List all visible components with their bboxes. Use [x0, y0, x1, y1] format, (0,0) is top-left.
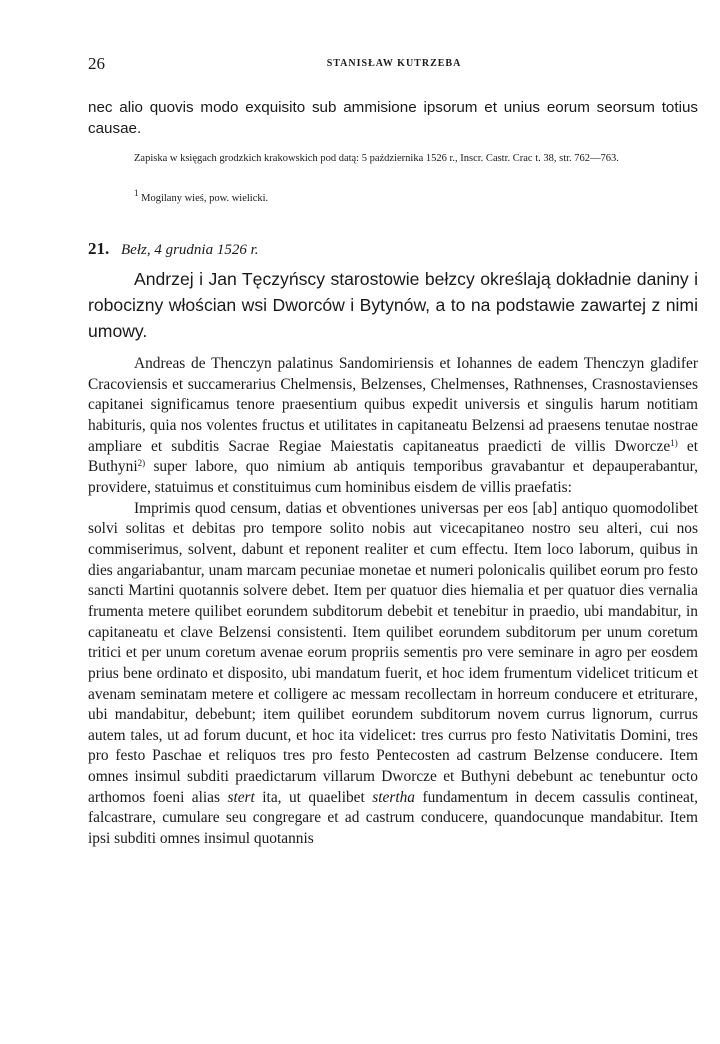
body-paragraph-2-part-2: ita, ut quaelibet	[254, 788, 373, 806]
term-stert: stert	[227, 788, 255, 806]
continuation-text	[88, 97, 698, 139]
footnote-marker: 1	[134, 188, 139, 198]
term-stertha: stertha	[372, 788, 415, 806]
document-heading	[88, 239, 698, 259]
running-head: STANISŁAW KUTRZEBA	[326, 58, 462, 69]
footnote-text: Mogilany wieś, pow. wielicki.	[138, 193, 269, 204]
footnote	[88, 190, 698, 208]
document-body	[88, 354, 698, 850]
body-paragraph-2-part-1: Imprimis quod censum, datias et obventiones universas per eos [ab] antiquo quomodolibet solvi solitas et debitas pro tempore solito nobis aut vicecapitaneo nostro seu alteri, cui nos commiserimus, solvent, dabunt et reponent realiter et cum effectu. Item loco laborum, quibus in dies angariabantur, unam marcam pecuniae monetae et numeri polonicalis quilibet eorum pro festo sancti Martini quotannis solvere debet. Item per quatuor dies hiemalia et per quatuor dies vernalia frumenta metere quilibet eorundem subditorum debebit et tenebitur in praedio, ubi mandabitur, in capitaneatu et clave Belzensi consistenti. Item quilibet eorundem subditorum per unum coretum tritici et per unum coretum avenae eorum propriis sementis pro vere seminare in agro per eosdem prius bene ordinato et disposito, ubi mandatum fuerit, et hoc idem frumentum videlicet triticum et avenam seminatam metere et colligere ac messam recollectam in horreum conducere et etriturare, ubi mandabitur, debebunt; item quilibet eorundem subditorum novem currus lignorum, currus autem tales, ut ad forum ducunt, et hoc ita videlicet: tres currus pro festo Nativitatis Domini, tres pro festo Paschae et reliquos tres pro festo Pentecosten ad castrum Belzense conducere. Item omnes insimul subditi praedictarum villarum Dworcze et Buthyni debebunt ac tenebuntur octo arthomos foeni alias	[88, 499, 698, 806]
page-number: 26	[88, 54, 105, 73]
body-paragraph-1	[88, 354, 698, 499]
document-summary: Andrzej i Jan Tęczyńscy starostowie bełzcy określają dokładnie daniny i robocizny włościan wsi Dworców i Bytynów, a to na podstawie zawartej z nimi umowy.	[88, 269, 698, 341]
body-paragraph-2	[88, 499, 698, 850]
footnote-ref-2: 2)	[137, 458, 146, 469]
body-paragraph-1-part-2: et Buthyni	[88, 437, 698, 476]
body-paragraph-1-part-3: super labore, quo nimium ab antiquis temporibus gravabantur et depauperabantur, providere, statuimus et constituimus cum hominibus eisdem de villis praefatis:	[88, 458, 698, 496]
source-note: Zapiska w księgach grodzkich krakowskich pod datą: 5 października 1526 r., Inscr. Castr. Crac t. 38, str. 762—763.	[134, 153, 619, 164]
body-paragraph-1-part-1: Andreas de Thenczyn palatinus Sandomiriensis et Iohannes de eadem Thenczyn gladifer Cracoviensis et succamerarius Chelmensis, Belzenses, Chelmenses, Rathnenses, Crasnostavienses capitanei significamus tenore praesentium quibus expedit universis et singulis harum notitiam habituris, quia nos volentes fructus et utilitates in capitaneatu Belzensi ad praesens tenutae nostrae ampliare et subditis Sacrae Regiae Maiestatis capitaneatus praedicti de villis Dworcze	[88, 355, 698, 455]
footnote-ref-1: 1)	[670, 437, 678, 448]
page-header	[88, 54, 700, 78]
continuation-paragraph: nec alio quovis modo exquisito sub ammisione ipsorum et unius eorum seorsum totius causae.	[88, 99, 698, 137]
body-paragraph-2-part-3: fundamentum in decem cassulis contineat, falcastrare, cumulare seu congregare et ad castrum conducere, quandocunque mandabitur. Item ipsi subditi omnes insimul quotannis	[88, 788, 698, 848]
document-number: 21.	[88, 239, 110, 258]
document-place-date: Bełz, 4 grudnia 1526 r.	[121, 242, 259, 258]
